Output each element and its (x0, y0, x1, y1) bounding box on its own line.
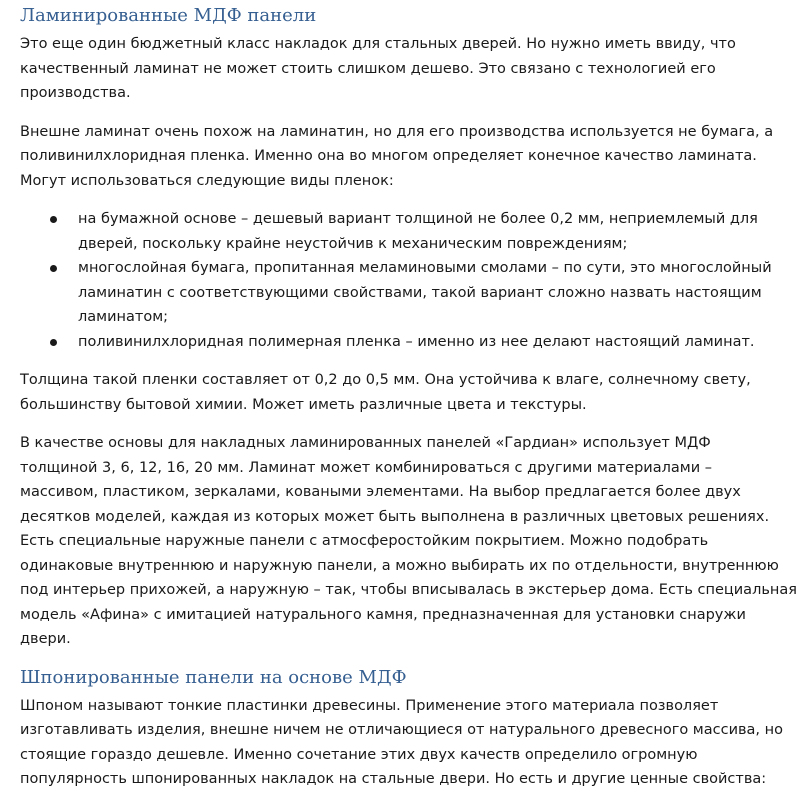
paragraph-film-types (20, 120, 780, 194)
text-line: Шпоном называют тонкие пластинки древесины. Применение этого материала позволяет (20, 697, 719, 714)
text-line: производства. (20, 85, 131, 101)
text-line: массивом, пластиком, зеркалами, коваными элементами. На выбор предлагается более двух (20, 484, 741, 500)
text-line: Толщина такой пленки составляет от 0,2 до 0,5 мм. Она устойчива к влаге, солнечному свету, (20, 372, 751, 388)
list-item (20, 256, 780, 330)
list-item (20, 330, 780, 355)
text-line: поливинилхлоридная пленка. Именно она во многом определяет конечное качество ламината. (20, 148, 757, 164)
list-item (20, 207, 780, 256)
text-line: ламинатом; (78, 309, 169, 325)
section-heading-laminated: Ламинированные МДФ панели (20, 5, 317, 26)
text-line: десятков моделей, каждая из которых может быть выполнена в различных цветовых решениях. (20, 508, 770, 525)
text-line: стоящие гораздо дешевле. Именно сочетание этих двух качеств определило огромную (20, 746, 698, 763)
text-line: дверей, поскольку крайне неустойчив к механическим повреждениям; (78, 235, 628, 252)
document-page (20, 0, 797, 806)
text-line: популярность шпонированных накладок на стальные двери. Но есть и другие ценные свойства: (20, 771, 767, 787)
bullet-icon (50, 265, 57, 272)
bullet-icon (50, 339, 57, 346)
text-line: большинству бытовой химии. Может иметь различные цвета и текстуры. (20, 396, 587, 413)
text-line: одинаковые внутреннюю и наружную панели, а можно выбирать их по отдельности, внутреннюю (20, 557, 779, 574)
text-line: В качестве основы для накладных ламинированных панелей «Гардиан» использует МДФ (20, 435, 711, 451)
text-line: изготавливать изделия, внешне ничем не отличающиеся от натурального древесного массива, но (20, 722, 783, 738)
paragraph-intro (20, 32, 780, 106)
text-line: поливинилхлоридная полимерная пленка – именно из нее делают настоящий ламинат. (78, 333, 755, 350)
paragraph-veneer (20, 694, 783, 792)
text-line: ламинатин с соответствующими свойствами, такой вариант сложно назвать настоящим (78, 284, 762, 301)
bullet-icon (50, 216, 57, 223)
text-line: Есть специальные наружные панели с атмосферостойким покрытием. Можно подобрать (20, 533, 709, 549)
text-line: под интерьер прихожей, а наружную – так, чтобы вписывалась в экстерьер дома. Есть специальная (20, 582, 797, 598)
text-line: модель «Афина» с имитацией натурального камня, предназначенная для установки снаружи (20, 606, 746, 623)
text-line: качественный ламинат не может стоить слишком дешево. Это связано с технологией его (20, 60, 716, 77)
section-heading-veneered: Шпонированные панели на основе МДФ (20, 666, 407, 688)
text-line: Могут использоваться следующие виды пленок: (20, 172, 394, 189)
text-line: на бумажной основе – дешевый вариант толщиной не более 0,2 мм, неприемлемый для (78, 211, 758, 227)
text-line: толщиной 3, 6, 12, 16, 20 мм. Ламинат может комбинироваться с другими материалами – (20, 459, 712, 476)
paragraph-thickness (20, 368, 780, 417)
text-line: Это еще один бюджетный класс накладок для стальных дверей. Но нужно иметь ввиду, что (20, 36, 736, 52)
text-line: Внешне ламинат очень похож на ламинатин, но для его производства используется не бумага, а (20, 123, 774, 140)
text-line: двери. (20, 631, 71, 647)
film-types-list (20, 207, 780, 354)
paragraph-guardian (20, 431, 797, 652)
text-line: многослойная бумага, пропитанная меламиновыми смолами – по сути, это многослойный (78, 260, 772, 276)
